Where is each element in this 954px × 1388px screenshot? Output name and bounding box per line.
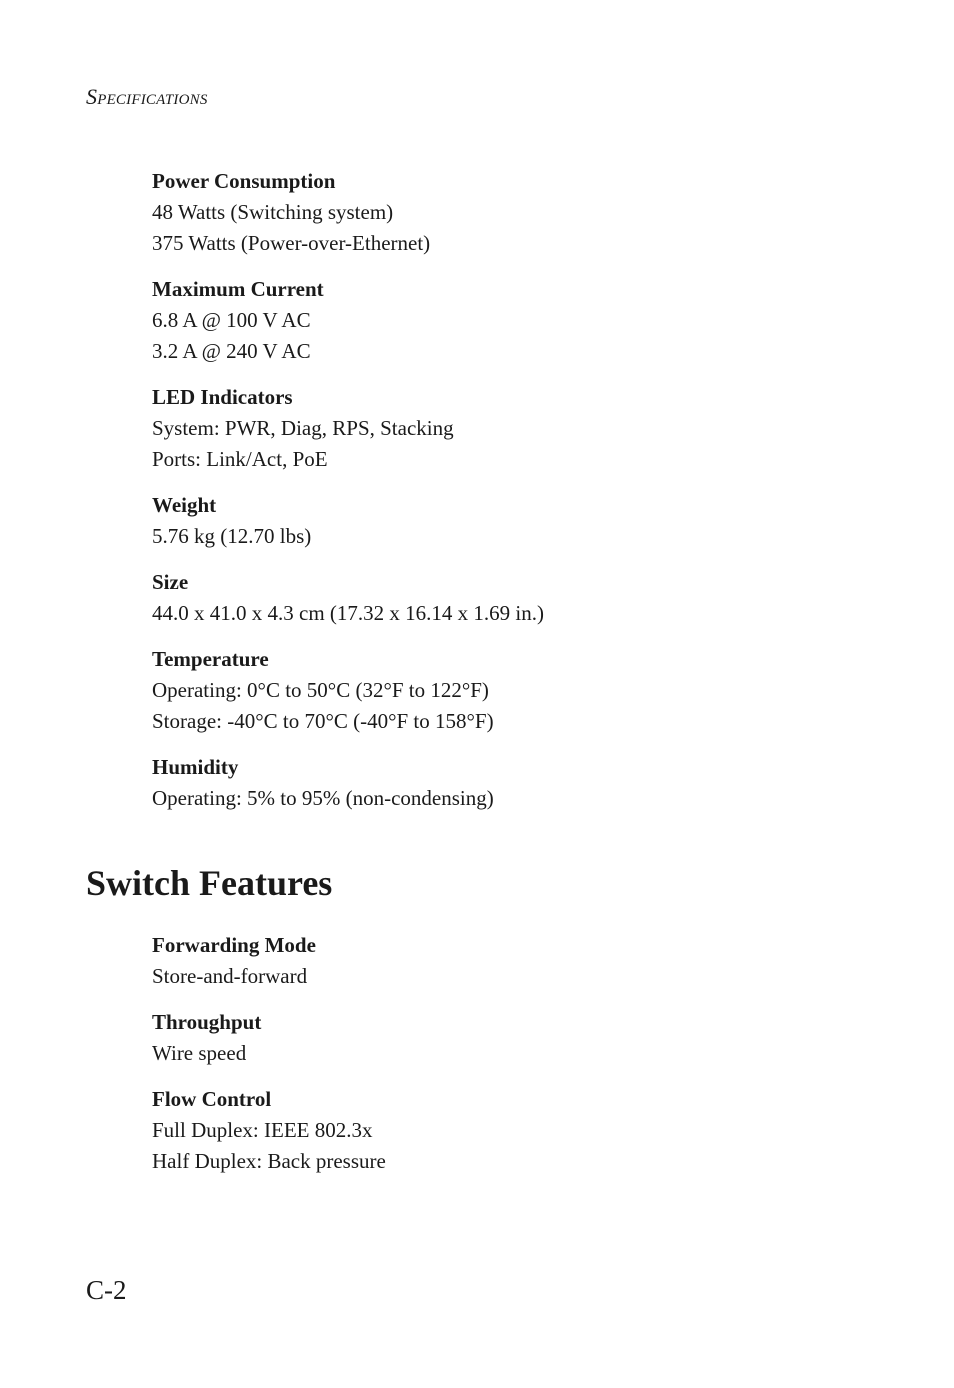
spec-heading: Size [152, 570, 189, 594]
page-number: C-2 [86, 1275, 127, 1305]
spec-value: Half Duplex: Back pressure [152, 1149, 386, 1173]
spec-value: 6.8 A @ 100 V AC [152, 308, 311, 332]
spec-heading: Weight [152, 493, 217, 517]
spec-maximum-current [152, 274, 544, 367]
spec-size [152, 567, 544, 629]
spec-value: Operating: 0°C to 50°C (32°F to 122°F) [152, 678, 489, 702]
spec-value: 3.2 A @ 240 V AC [152, 339, 311, 363]
spec-throughput [152, 1007, 386, 1069]
spec-humidity [152, 752, 544, 814]
spec-value: Wire speed [152, 1041, 247, 1065]
spec-list-bottom [152, 930, 386, 1177]
spec-heading: Humidity [152, 755, 239, 779]
spec-value: 44.0 x 41.0 x 4.3 cm (17.32 x 16.14 x 1.69 in.) [152, 601, 544, 625]
spec-value: Store-and-forward [152, 964, 308, 988]
spec-heading: Temperature [152, 647, 269, 671]
section-title: Switch Features [86, 863, 333, 903]
spec-value: Storage: -40°C to 70°C (-40°F to 158°F) [152, 709, 494, 733]
spec-value: 48 Watts (Switching system) [152, 200, 394, 224]
spec-power-consumption [152, 166, 544, 259]
spec-value: Full Duplex: IEEE 802.3x [152, 1118, 373, 1142]
spec-value: 375 Watts (Power-over-Ethernet) [152, 231, 431, 255]
running-header: Specifications [86, 84, 208, 109]
spec-heading: Power Consumption [152, 169, 336, 193]
spec-value: 5.76 kg (12.70 lbs) [152, 524, 312, 548]
spec-led-indicators [152, 382, 544, 475]
spec-heading: Forwarding Mode [152, 933, 316, 957]
spec-weight [152, 490, 544, 552]
spec-temperature [152, 644, 544, 737]
spec-value: Ports: Link/Act, PoE [152, 447, 328, 471]
spec-forwarding-mode [152, 930, 386, 992]
spec-value: System: PWR, Diag, RPS, Stacking [152, 416, 454, 440]
spec-heading: LED Indicators [152, 385, 293, 409]
spec-heading: Flow Control [152, 1087, 272, 1111]
spec-heading: Throughput [152, 1010, 262, 1034]
spec-list-top [152, 166, 544, 814]
spec-flow-control [152, 1084, 386, 1177]
spec-heading: Maximum Current [152, 277, 324, 301]
spec-value: Operating: 5% to 95% (non-condensing) [152, 786, 494, 810]
